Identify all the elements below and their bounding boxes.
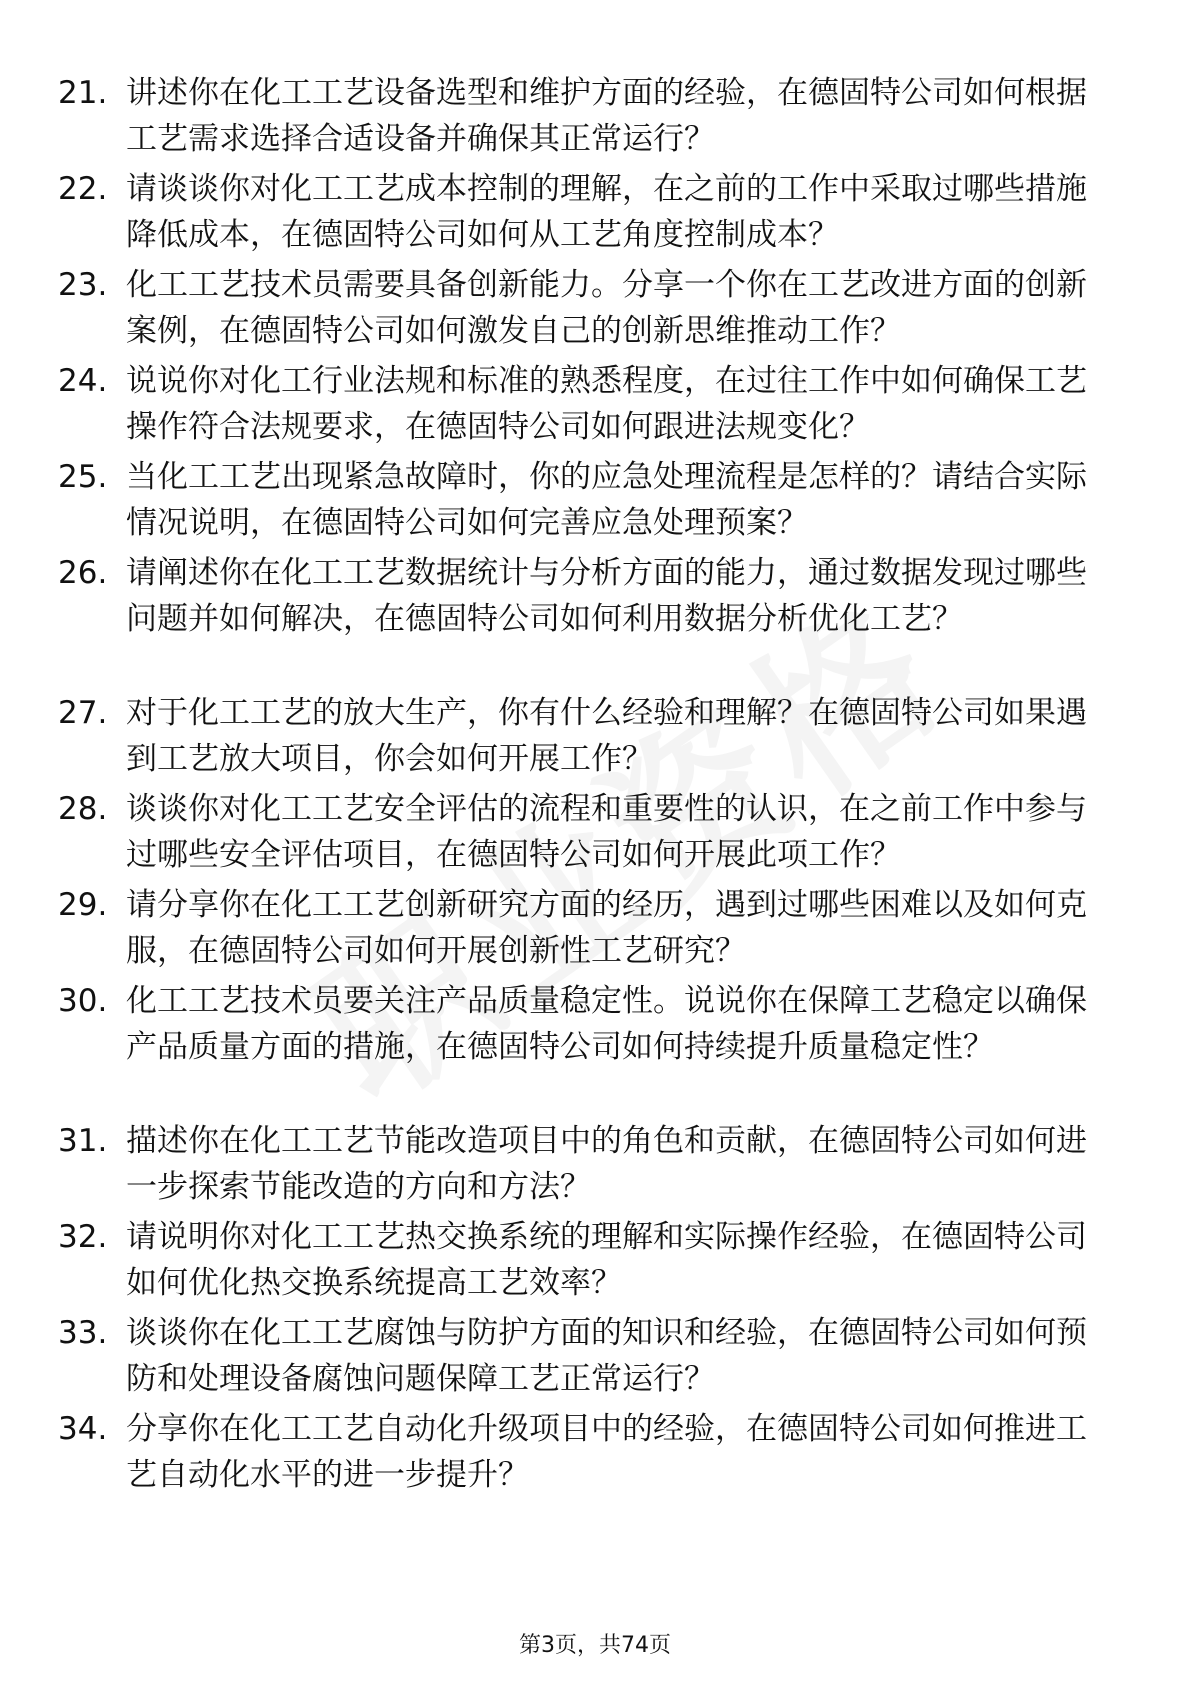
question-item-32 xyxy=(58,1214,1108,1306)
question-text: 描述你在化工工艺节能改造项目中的角色和贡献，在德固特公司如何进一步探索节能改造的方向和方法？ xyxy=(126,1123,1087,1205)
question-text: 谈谈你在化工工艺腐蚀与防护方面的知识和经验，在德固特公司如何预防和处理设备腐蚀问题保障工艺正常运行？ xyxy=(126,1315,1087,1397)
question-text: 对于化工工艺的放大生产，你有什么经验和理解？在德固特公司如果遇到工艺放大项目，你会如何开展工作？ xyxy=(126,695,1087,777)
page-number: 第3页，共74页 xyxy=(519,1633,671,1658)
question-number: 34. xyxy=(58,1411,108,1447)
question-item-28 xyxy=(58,786,1108,878)
question-text: 说说你对化工行业法规和标准的熟悉程度，在过往工作中如何确保工艺操作符合法规要求，在德固特公司如何跟进法规变化？ xyxy=(126,363,1087,445)
question-text: 化工工艺技术员要关注产品质量稳定性。说说你在保障工艺稳定以确保产品质量方面的措施，在德固特公司如何持续提升质量稳定性？ xyxy=(126,983,1087,1065)
question-item-34 xyxy=(58,1406,1108,1498)
question-item-30 xyxy=(58,978,1108,1070)
question-item-21 xyxy=(58,70,1108,162)
question-text: 分享你在化工工艺自动化升级项目中的经验，在德固特公司如何推进工艺自动化水平的进一步提升？ xyxy=(126,1411,1087,1493)
question-number: 23. xyxy=(58,267,108,303)
question-number: 25. xyxy=(58,459,108,495)
question-number: 30. xyxy=(58,983,108,1019)
question-text: 请分享你在化工工艺创新研究方面的经历，遇到过哪些困难以及如何克服，在德固特公司如何开展创新性工艺研究？ xyxy=(126,887,1087,969)
question-text: 当化工工艺出现紧急故障时，你的应急处理流程是怎样的？请结合实际情况说明，在德固特公司如何完善应急处理预案？ xyxy=(126,459,1087,541)
question-number: 22. xyxy=(58,171,108,207)
question-number: 28. xyxy=(58,791,108,827)
question-number: 32. xyxy=(58,1219,108,1255)
question-item-25 xyxy=(58,454,1108,546)
question-item-23 xyxy=(58,262,1108,354)
question-item-31 xyxy=(58,1118,1108,1210)
question-number: 31. xyxy=(58,1123,108,1159)
question-number: 29. xyxy=(58,887,108,923)
question-number: 21. xyxy=(58,75,108,111)
question-text: 请谈谈你对化工工艺成本控制的理解，在之前的工作中采取过哪些措施降低成本，在德固特公司如何从工艺角度控制成本？ xyxy=(126,171,1087,253)
question-text: 谈谈你对化工工艺安全评估的流程和重要性的认识，在之前工作中参与过哪些安全评估项目，在德固特公司如何开展此项工作？ xyxy=(126,791,1087,873)
question-text: 化工工艺技术员需要具备创新能力。分享一个你在工艺改进方面的创新案例，在德固特公司如何激发自己的创新思维推动工作？ xyxy=(126,267,1087,349)
question-number: 33. xyxy=(58,1315,108,1351)
question-item-33 xyxy=(58,1310,1108,1402)
question-number: 26. xyxy=(58,555,108,591)
question-text: 请阐述你在化工工艺数据统计与分析方面的能力，通过数据发现过哪些问题并如何解决，在德固特公司如何利用数据分析优化工艺？ xyxy=(126,555,1087,637)
question-text: 讲述你在化工工艺设备选型和维护方面的经验，在德固特公司如何根据工艺需求选择合适设备并确保其正常运行？ xyxy=(126,75,1087,157)
question-item-24 xyxy=(58,358,1108,450)
question-item-26 xyxy=(58,550,1108,642)
question-item-27 xyxy=(58,690,1108,782)
question-item-29 xyxy=(58,882,1108,974)
question-number: 24. xyxy=(58,363,108,399)
question-item-22 xyxy=(58,166,1108,258)
question-text: 请说明你对化工工艺热交换系统的理解和实际操作经验，在德固特公司如何优化热交换系统提高工艺效率？ xyxy=(126,1219,1087,1301)
question-number: 27. xyxy=(58,695,108,731)
